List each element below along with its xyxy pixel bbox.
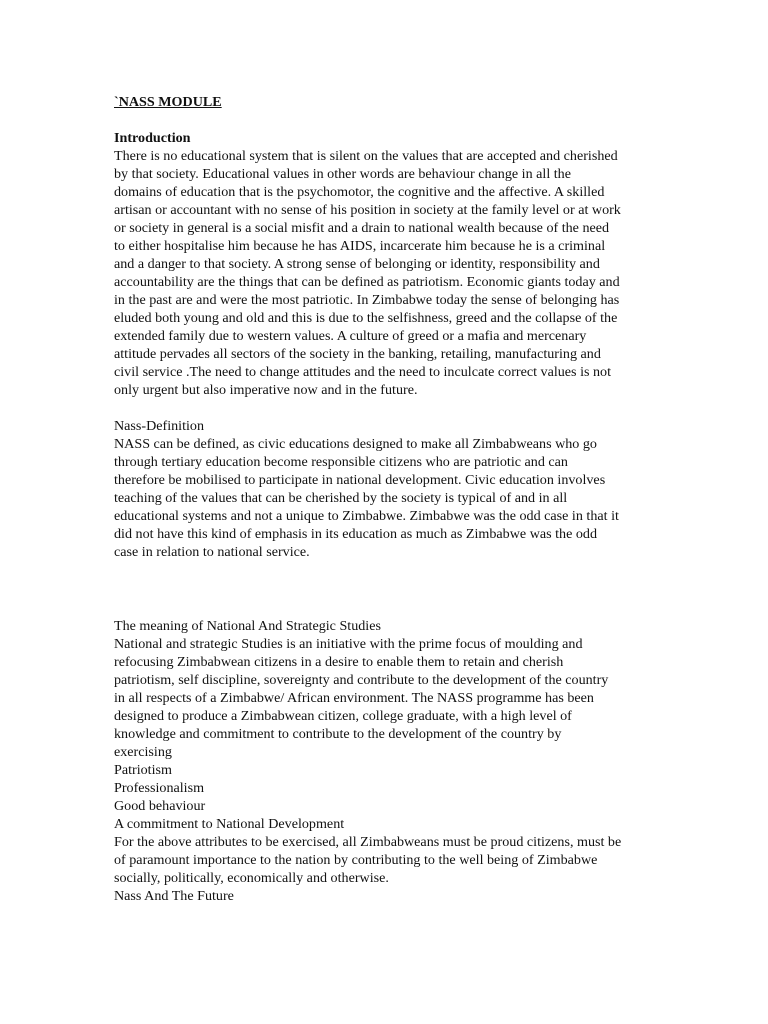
text-line: There is no educational system that is silent on the values that are accepted and cherished [114, 148, 618, 164]
meaning-heading: The meaning of National And Strategic Studies [114, 618, 381, 634]
text-line: by that society. Educational values in other words are behaviour change in all the [114, 166, 571, 182]
attributes-closing-paragraph [114, 833, 659, 887]
text-line: through tertiary education become responsible citizens who are patriotic and can [114, 454, 568, 470]
text-line: civil service .The need to change attitudes and the need to inculcate correct values is not [114, 364, 611, 380]
text-line: in all respects of a Zimbabwe/ African environment. The NASS programme has been [114, 690, 594, 706]
definition-paragraph [114, 435, 659, 561]
attribute-item-good-behaviour: Good behaviour [114, 798, 206, 814]
spacer [114, 399, 659, 417]
introduction-paragraph [114, 147, 659, 399]
text-line: knowledge and commitment to contribute to the development of the country by [114, 726, 562, 742]
attribute-list [114, 761, 659, 833]
document-title: `NASS MODULE [114, 94, 222, 110]
text-line: to either hospitalise him because he has AIDS, incarcerate him because he is a criminal [114, 238, 606, 254]
spacer [114, 561, 659, 617]
text-line: designed to produce a Zimbabwean citizen, college graduate, with a high level of [114, 708, 572, 724]
text-line: in the past are and were the most patriotic. In Zimbabwe today the sense of belonging has [114, 292, 620, 308]
text-line: or society in general is a social misfit and a drain to national wealth because of the need [114, 220, 610, 236]
text-line: case in relation to national service. [114, 544, 310, 560]
text-line: teaching of the values that can be cherished by the society is typical of and in all [114, 490, 568, 506]
text-line: extended family due to western values. A culture of greed or a mafia and mercenary [114, 328, 587, 344]
text-line: National and strategic Studies is an initiative with the prime focus of moulding and [114, 636, 583, 652]
text-line: accountability are the things that can be defined as patriotism. Economic giants today and [114, 274, 620, 290]
attribute-item-professionalism: Professionalism [114, 780, 205, 796]
text-line: educational systems and not a unique to Zimbabwe. Zimbabwe was the odd case in that it [114, 508, 619, 524]
text-line: socially, politically, economically and otherwise. [114, 870, 389, 886]
text-line: domains of education that is the psychomotor, the cognitive and the affective. A skilled [114, 184, 605, 200]
text-line: did not have this kind of emphasis in its education as much as Zimbabwe was the odd [114, 526, 598, 542]
attribute-item-patriotism: Patriotism [114, 762, 172, 778]
text-line: of paramount importance to the nation by contributing to the well being of Zimbabwe [114, 852, 598, 868]
document-body [114, 93, 659, 905]
introduction-heading: Introduction [114, 130, 191, 146]
definition-heading: Nass-Definition [114, 418, 205, 434]
meaning-paragraph [114, 635, 659, 761]
attribute-item-national-development: A commitment to National Development [114, 816, 345, 832]
text-line: and a danger to that society. A strong sense of belonging or identity, responsibility and [114, 256, 600, 272]
text-line: attitude pervades all sectors of the society in the banking, retailing, manufacturing and [114, 346, 601, 362]
text-line: For the above attributes to be exercised, all Zimbabweans must be proud citizens, must be [114, 834, 622, 850]
future-heading: Nass And The Future [114, 888, 234, 904]
text-line: artisan or accountant with no sense of his position in society at the family level or at work [114, 202, 621, 218]
text-line: NASS can be defined, as civic educations designed to make all Zimbabweans who go [114, 436, 597, 452]
text-line: only urgent but also imperative now and in the future. [114, 382, 418, 398]
text-line: refocusing Zimbabwean citizens in a desire to enable them to retain and cherish [114, 654, 564, 670]
text-line: exercising [114, 744, 172, 760]
spacer [114, 111, 659, 129]
text-line: patriotism, self discipline, sovereignty and contribute to the development of the country [114, 672, 609, 688]
text-line: therefore be mobilised to participate in national development. Civic education involves [114, 472, 606, 488]
text-line: eluded both young and old and this is due to the selfishness, greed and the collapse of the [114, 310, 618, 326]
